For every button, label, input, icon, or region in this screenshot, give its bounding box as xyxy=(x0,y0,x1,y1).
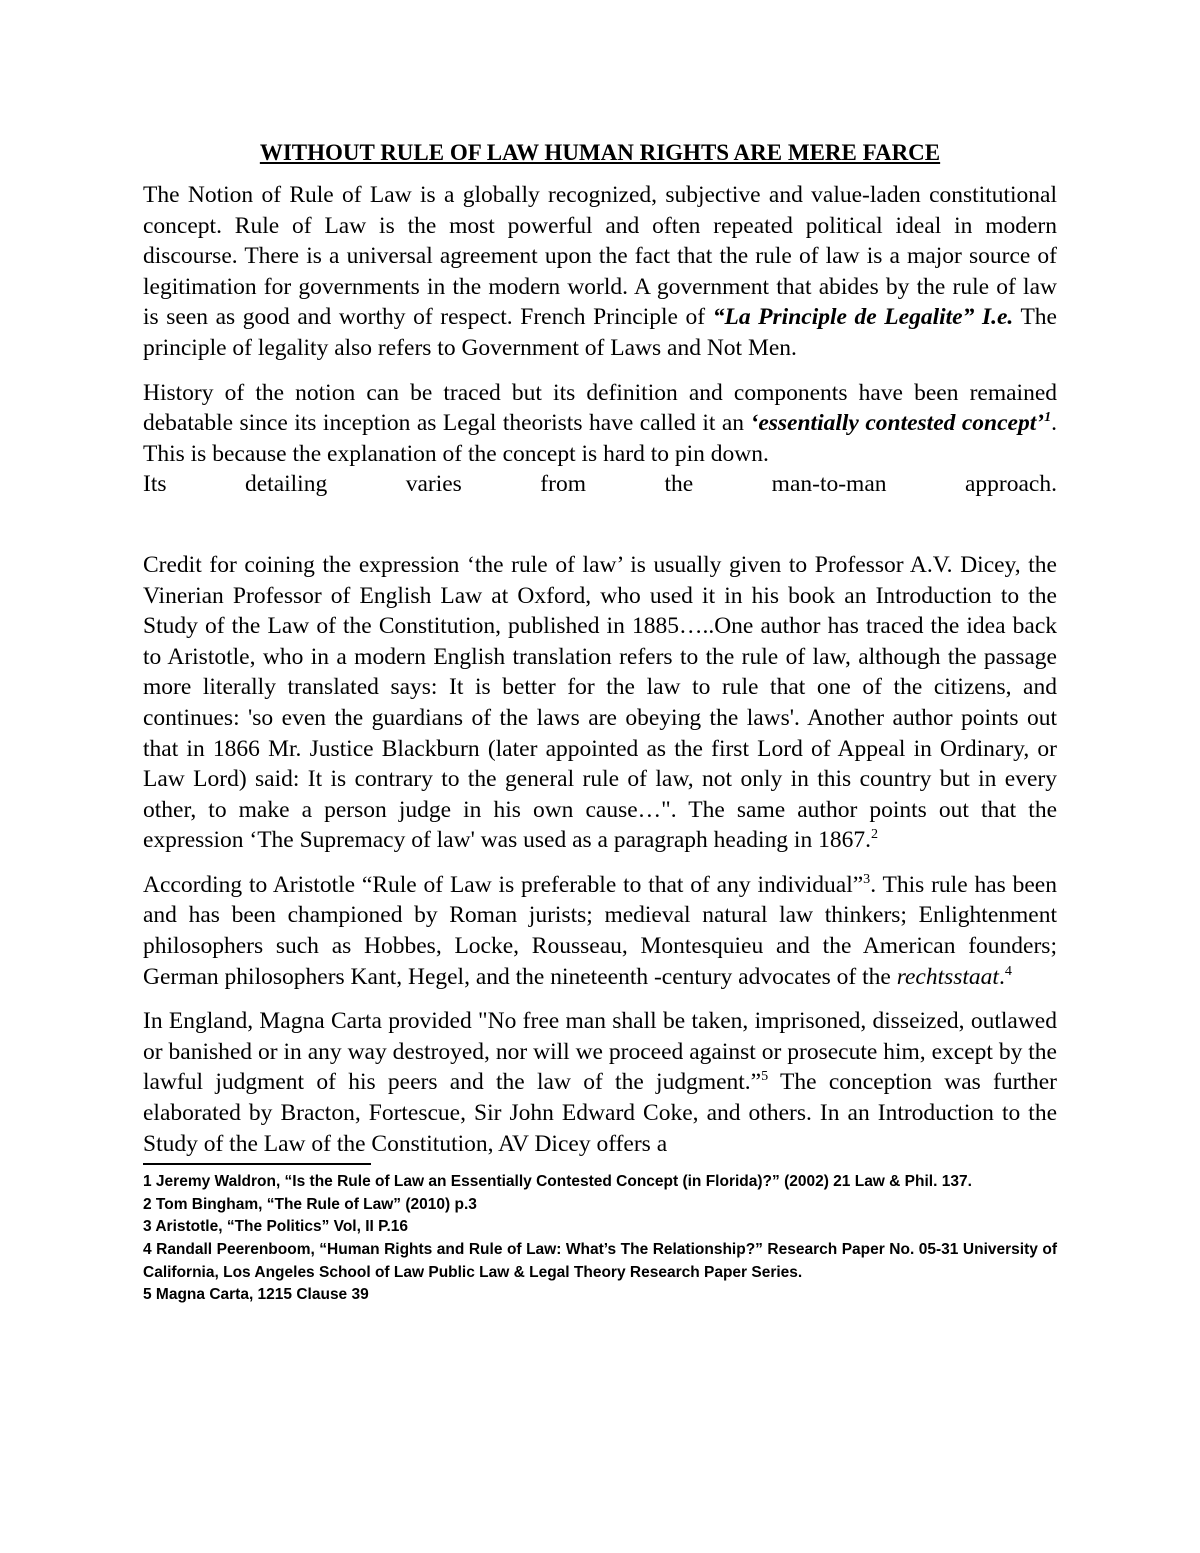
paragraph-5-text-end: The conception was further elaborated by Bracton, Fortescue, Sir John Edward Coke, and others. In an Introduction to the Study of the Law of the Constitution, AV Dicey offers a xyxy=(143,1069,1057,1157)
footnote-1: 1 Jeremy Waldron, “Is the Rule of Law an Essentially Contested Concept (in Florida)?” (2002) 21 Law & Phil. 137. xyxy=(143,1173,972,1191)
footnote-separator xyxy=(143,1163,371,1165)
paragraph-4-period: . xyxy=(998,963,1005,990)
footnote-ref-4[interactable]: 4 xyxy=(1004,962,1012,979)
paragraph-2-text: History of the notion can be traced but its definition and components have been remained debatable since its inception as Legal theorists have called it an xyxy=(143,379,1057,437)
document-page xyxy=(143,138,1057,1307)
paragraph-2 xyxy=(143,378,1057,470)
footnote-2: 2 Tom Bingham, “The Rule of Law” (2010) p.3 xyxy=(143,1195,477,1213)
footnote-ref-2[interactable]: 2 xyxy=(870,826,878,843)
paragraph-1-text: The Notion of Rule of Law is a globally recognized, subjective and value-laden constitutional concept. Rule of Law is the most powerful and often repeated political ideal in modern discourse. There is a universal agreement upon the fact that the rule of law is a major source of legitimation for governments in the modern world. A government that abides by the rule of law is seen as good and worthy of respect. French Principle of xyxy=(143,182,1057,331)
paragraph-2-text-end: . This is because the explanation of the concept is hard to pin down. xyxy=(143,410,1057,467)
footnote-3: 3 Aristotle, “The Politics” Vol, II P.16 xyxy=(143,1218,409,1236)
footnotes xyxy=(143,1171,1057,1307)
footnote-ref-5[interactable]: 5 xyxy=(761,1068,769,1085)
paragraph-5 xyxy=(143,1006,1057,1159)
paragraph-3-text: Credit for coining the expression ‘the rule of law’ is usually given to Professor A.V. Dicey, the Vinerian Professor of English Law at Oxford, who used it in his book an Introduction to the Study of the Law of the Constitution, published in 1885…..One author has traced the idea back to Aristotle, who in a modern English translation refers to the rule of law, although the passage more literally translated says: It is better for the law to rule that one of the citizens, and continues: 'so even the guardians of the laws are obeying the laws'. Another author points out that in 1866 Mr. Justice Blackburn (later appointed as the first Lord of Appeal in Ordinary, or Law Lord) said: It is contrary to the general rule of law, not only in this country but in every other, to make a person judge in his own cause…". The same author points out that the expression ‘The Supremacy of law' was used as a paragraph heading in 1867. xyxy=(143,551,1057,854)
footnote-ref-3[interactable]: 3 xyxy=(863,871,871,888)
paragraph-1-emphasis: “La Principle de Legalite” I.e. xyxy=(712,304,1014,331)
paragraph-2-last-line: Its detailing varies from the man-to-man approach. xyxy=(143,471,1057,498)
paragraph-1 xyxy=(143,180,1057,364)
document-title: WITHOUT RULE OF LAW HUMAN RIGHTS ARE MERE FARCE xyxy=(259,140,941,165)
paragraph-4-text-mid: . This rule has been and has been championed by Roman jurists; medieval natural law thinkers; Enlightenment philosophers such as Hobbes, Locke, Rousseau, Montesquieu and the American founders; German philosophers Kant, Hegel, and the nineteenth -century advocates of the xyxy=(143,871,1057,990)
paragraph-4 xyxy=(143,870,1057,992)
footnote-4: 4 Randall Peerenboom, “Human Rights and Rule of Law: What’s The Relationship?” Research Paper No. 05-31 University of California, Los Angeles School of Law Public Law & Legal Theory Research Paper Series. xyxy=(143,1241,1057,1281)
paragraph-2-emphasis: ‘essentially contested concept’ xyxy=(750,410,1045,437)
blank-line xyxy=(143,500,1057,550)
paragraph-1-text-end: The principle of legality also refers to Government of Laws and Not Men. xyxy=(143,304,1057,361)
paragraph-3 xyxy=(143,550,1057,856)
footnote-5: 5 Magna Carta, 1215 Clause 39 xyxy=(143,1286,369,1304)
paragraph-5-text: In England, Magna Carta provided "No free man shall be taken, imprisoned, disseized, outlawed or banished or in any way destroyed, nor will we proceed against or prosecute him, except by the lawful judgment of his peers and the law of the judgment.” xyxy=(143,1008,1057,1096)
paragraph-4-emphasis: rechtsstaat xyxy=(896,963,999,990)
paragraph-4-text: According to Aristotle “Rule of Law is preferable to that of any individual” xyxy=(143,871,864,898)
footnote-ref-1[interactable]: 1 xyxy=(1044,409,1052,426)
